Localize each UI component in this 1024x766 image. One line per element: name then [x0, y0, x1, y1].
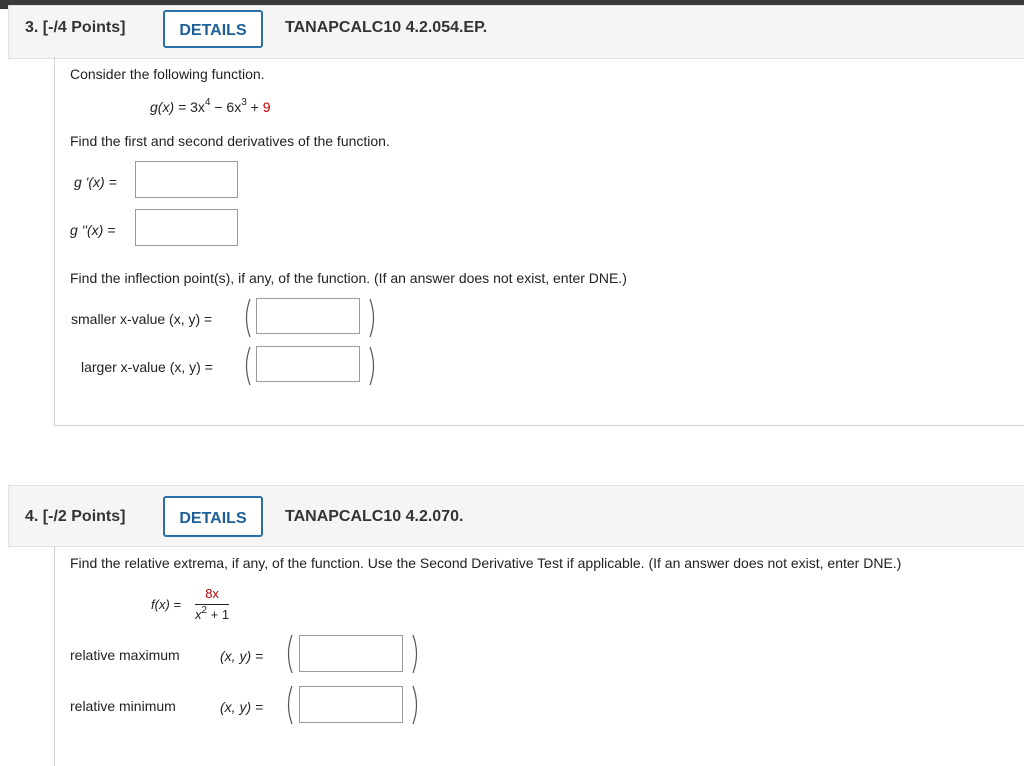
relative-max-label: relative maximum: [70, 647, 180, 663]
left-paren-icon: [285, 685, 293, 725]
question-3-instruction-inflection: Find the inflection point(s), if any, of the function. (If an answer does not exist, enter DNE.): [70, 270, 627, 286]
question-4-header: [8, 485, 1024, 547]
relative-min-label: relative minimum: [70, 698, 176, 714]
question-3-instruction-derivatives: Find the first and second derivatives of the function.: [70, 133, 390, 149]
question-4-number: 4.: [25, 508, 39, 525]
question-3-header: [8, 5, 1024, 59]
right-paren-icon: [412, 685, 420, 725]
question-3-body: [54, 57, 1024, 426]
left-paren-icon: [285, 634, 293, 674]
function-f-label: f(x) =: [151, 597, 181, 612]
smaller-inflection-input[interactable]: [256, 298, 360, 334]
g-double-prime-input[interactable]: [135, 209, 238, 246]
function-g: $g(x) = 3x^4 - 6x^3 + 9$: [150, 97, 271, 115]
relative-min-input[interactable]: [299, 686, 403, 723]
question-4-details-button[interactable]: DETAILS: [163, 496, 263, 537]
question-4-code: TANAPCALC10 4.2.070.: [285, 508, 464, 525]
larger-x-label: larger x-value (x, y) =: [81, 359, 213, 375]
question-4-body: [54, 546, 1024, 766]
right-paren-icon: [369, 346, 377, 386]
smaller-x-label: smaller x-value (x, y) =: [71, 311, 213, 327]
relative-max-input[interactable]: [299, 635, 403, 672]
left-paren-icon: [243, 298, 251, 338]
question-4-points: [-/2 Points]: [42, 508, 126, 525]
question-4-instruction: Find the relative extrema, if any, of the function. Use the Second Derivative Test if applicable. (If an answer does not exist, enter DNE.): [70, 555, 902, 571]
question-3-intro: Consider the following function.: [70, 66, 265, 82]
question-3-details-button[interactable]: DETAILS: [163, 10, 263, 48]
g-prime-label: g '(x) =: [74, 174, 117, 190]
g-double-prime-label: g ''(x) =: [70, 222, 116, 238]
relative-max-xy-label: (x, y) =: [220, 648, 264, 664]
question-3-points: [-/4 Points]: [42, 19, 126, 36]
right-paren-icon: [369, 298, 377, 338]
question-3-code: TANAPCALC10 4.2.054.EP.: [285, 19, 488, 36]
right-paren-icon: [412, 634, 420, 674]
fraction-numerator: 8x: [195, 586, 229, 605]
question-3-number: 3.: [25, 19, 39, 36]
fraction-denominator: $x^2 + 1$: [195, 605, 230, 622]
relative-min-xy-label: (x, y) =: [220, 699, 264, 715]
left-paren-icon: [243, 346, 251, 386]
larger-inflection-input[interactable]: [256, 346, 360, 382]
g-prime-input[interactable]: [135, 161, 238, 198]
function-f-fraction: [195, 586, 229, 622]
